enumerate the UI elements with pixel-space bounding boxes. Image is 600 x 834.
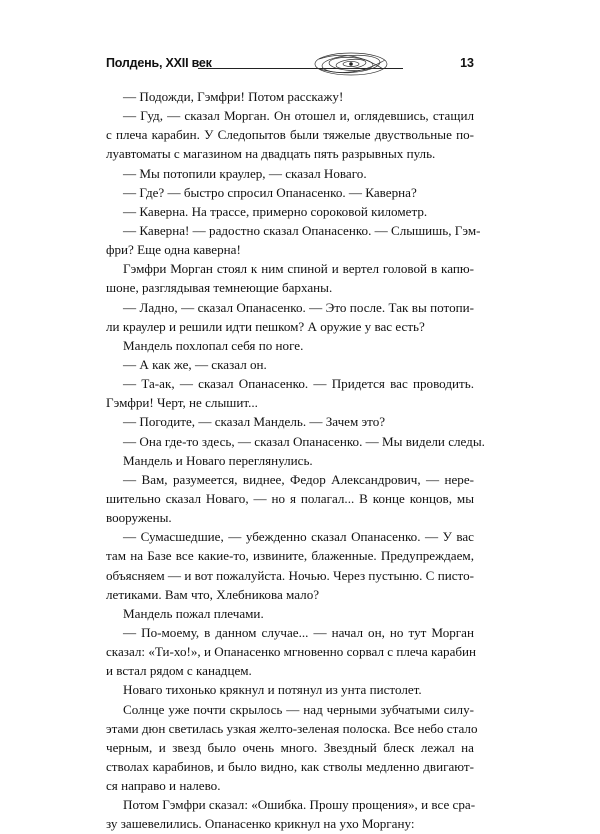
- text-line: Солнце уже почти скрылось — над черными зубчатыми силу-: [123, 701, 474, 717]
- text-line: — Вам, разумеется, виднее, Федор Александрович, — нере-: [123, 471, 474, 487]
- text-line: луавтоматы с магазином на двадцать пять разрывных пуль.: [106, 146, 436, 162]
- running-title: Полдень, XXII век: [106, 56, 212, 70]
- text-line: Новаго тихонько крякнул и потянул из унта пистолет.: [123, 682, 422, 698]
- text-line: Гэмфри Морган стоял к ним спиной и вертел головой в капю-: [123, 261, 474, 277]
- text-line: — А как же, — сказал он.: [123, 356, 267, 372]
- text-line: зу зашевелились. Опанасенко крикнул на ухо Моргану:: [106, 816, 415, 832]
- text-line: ся направо и налево.: [106, 778, 221, 794]
- text-line: фри? Еще одна каверна!: [106, 242, 241, 258]
- spiral-galaxy-icon: [311, 50, 391, 78]
- text-line: стволах карабинов, и было видно, как стволы медленно двигают-: [106, 758, 474, 774]
- text-line: Мандель и Новаго переглянулись.: [123, 452, 313, 468]
- text-line: ли краулер и решили идти пешком? А оружие у вас есть?: [106, 318, 425, 334]
- page-number: 13: [460, 56, 474, 70]
- text-line: — Мы потопили краулер, — сказал Новаго.: [123, 165, 367, 181]
- text-line: — Подожди, Гэмфри! Потом расскажу!: [123, 89, 344, 104]
- body-text: [106, 87, 485, 833]
- text-line: Мандель пожал плечами.: [123, 605, 264, 621]
- text-line: там на Базе все какие-то, извините, блаженные. Предупреждаем,: [106, 548, 474, 564]
- text-line: этами дюн светилась узкая желто-зеленая полоска. Все небо стало: [106, 720, 478, 736]
- text-line: — Где? — быстро спросил Опанасенко. — Каверна?: [123, 184, 417, 200]
- text-line: вооружены.: [106, 510, 172, 526]
- text-line: Потом Гэмфри сказал: «Ошибка. Прошу прощения», и все сра-: [123, 797, 476, 813]
- text-line: Мандель похлопал себя по ноге.: [123, 337, 304, 353]
- text-line: — Она где-то здесь, — сказал Опанасенко. — Мы видели следы.: [123, 433, 485, 449]
- text-line: сказал: «Ти-хо!», и Опанасенко мгновенно сорвал с плеча карабин: [106, 644, 477, 660]
- text-line: шоне, разглядывая темнеющие барханы.: [106, 280, 333, 296]
- text-line: летиками. Вам что, Хлебникова мало?: [106, 586, 320, 602]
- text-line: — Ладно, — сказал Опанасенко. — Это после. Так вы потопи-: [123, 299, 474, 315]
- text-line: — Та-ак, — сказал Опанасенко. — Придется вас проводить.: [123, 376, 474, 392]
- text-line: объясняем — и вот пожалуйста. Ночью. Через пустыню. С писто-: [106, 567, 474, 583]
- text-line: — Каверна! — радостно сказал Опанасенко. — Слышишь, Гэм-: [123, 222, 481, 238]
- text-line: черным, и звезд было очень много. Звездный блеск лежал на: [106, 739, 474, 755]
- text-line: — Погодите, — сказал Мандель. — Зачем это?: [123, 414, 386, 430]
- text-line: — Гуд, — сказал Морган. Он отошел и, оглядевшись, стащил: [123, 108, 474, 124]
- text-line: с плеча карабин. У Следопытов были тяжелые двуствольные по-: [106, 127, 474, 143]
- text-line: — По-моему, в данном случае... — начал он, но тут Морган: [123, 624, 474, 640]
- text-line: — Каверна. На трассе, примерно сороковой километр.: [123, 203, 428, 219]
- text-line: шительно сказал Новаго, — но я полагал... В конце концов, мы: [106, 490, 474, 506]
- page-header: [106, 56, 474, 82]
- text-line: и встал рядом с канадцем.: [106, 663, 252, 679]
- text-line: Гэмфри! Черт, не слышит...: [106, 395, 258, 411]
- text-line: — Сумасшедшие, — убежденно сказал Опанасенко. — У вас: [123, 529, 474, 545]
